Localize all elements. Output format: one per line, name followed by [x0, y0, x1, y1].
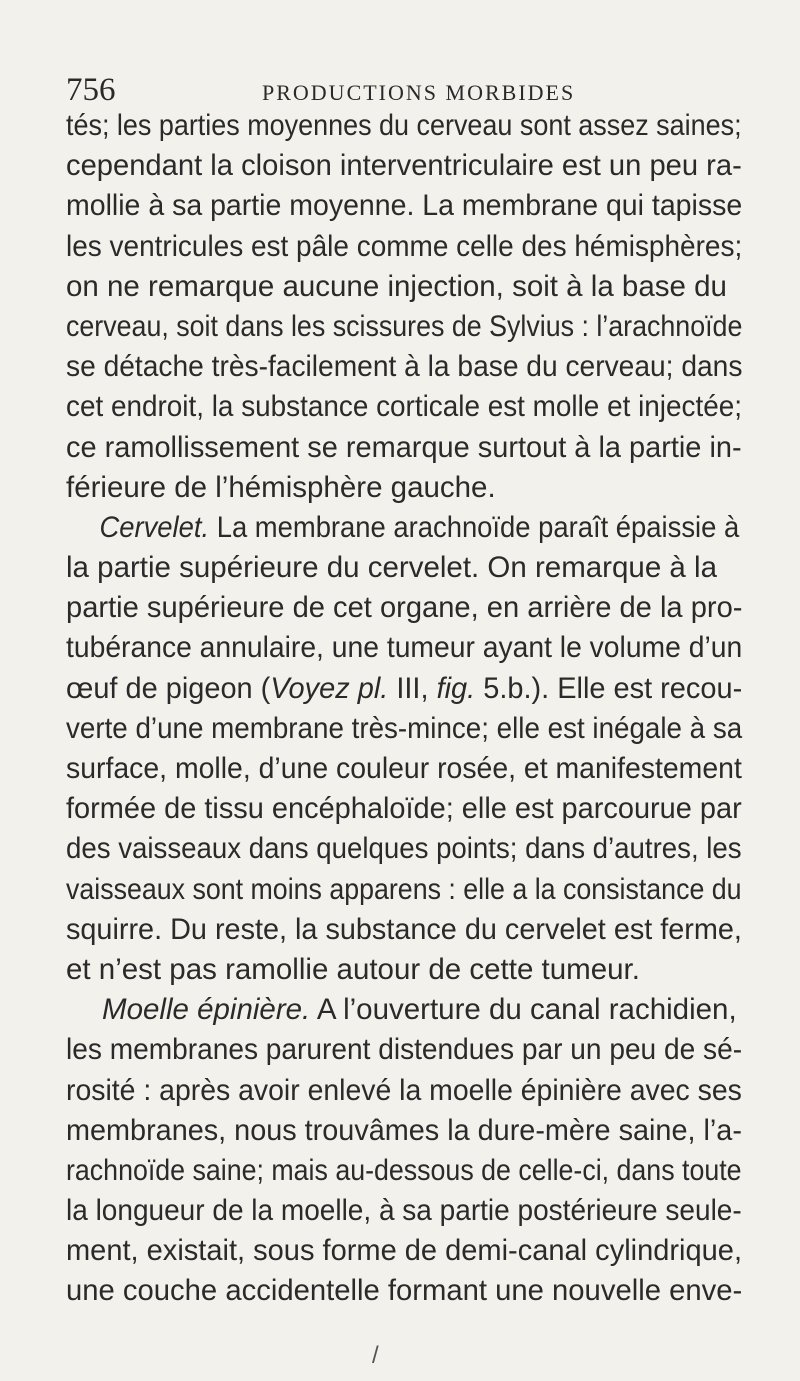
text-line: ce ramollissement se remarque surtout à la partie in-	[66, 430, 742, 464]
page-number: 756	[66, 72, 116, 108]
text-line: les ventricules est pâle comme celle des hémisphères;	[66, 229, 743, 263]
text-line: verte d’une membrane très-mince; elle est inégale à sa	[66, 711, 743, 745]
text-line: surface, molle, d’une couleur rosée, et manifestement	[66, 752, 742, 785]
text-line: la partie supérieure du cervelet. On remarque à la	[66, 551, 717, 585]
text-line: squirre. Du reste, la substance du cervelet est ferme,	[66, 912, 742, 946]
text-fragment: 5.b.). Elle est recou-	[475, 671, 743, 705]
text-fragment: La membrane arachnoïde paraît épaissie à	[209, 510, 740, 544]
text-line: tubérance annulaire, une tumeur ayant le volume d’un	[66, 631, 743, 665]
footer-mark: /	[372, 1342, 379, 1369]
text-line: cet endroit, la substance corticale est molle et injectée;	[66, 390, 742, 424]
text-fragment: III,	[388, 671, 437, 705]
text-fragment: A l’ouverture du canal rachidien,	[310, 993, 737, 1027]
paragraph-cervelet-first-line	[66, 508, 740, 548]
text-line: ment, existait, sous forme de demi-canal cylindrique,	[66, 1234, 743, 1268]
text-line: une couche accidentelle formant une nouvelle enve-	[66, 1274, 743, 1308]
text-line: on ne remarque aucune injection, soit à la base du	[66, 269, 727, 303]
text-line: rosité : après avoir enlevé la moelle épinière avec ses	[66, 1073, 742, 1107]
figure-reference: fig.	[436, 671, 476, 705]
text-line-with-reference	[66, 669, 743, 709]
text-line: cependant la cloison interventriculaire est un peu ra-	[66, 149, 742, 183]
plate-reference: Voyez pl.	[270, 671, 389, 705]
running-head: PRODUCTIONS MORBIDES	[262, 80, 576, 105]
paragraph-moelle-first-line	[66, 990, 742, 1030]
text-line: se détache très-facilement à la base du cerveau; dans	[66, 350, 743, 384]
text-fragment: œuf de pigeon (	[66, 671, 271, 705]
body-text	[66, 106, 742, 1312]
text-line: férieure de l’hémisphère gauche.	[66, 470, 496, 504]
text-line: et n’est pas ramollie autour de cette tumeur.	[66, 952, 640, 986]
text-line: mollie à sa partie moyenne. La membrane qui tapisse	[66, 189, 743, 223]
text-line: cerveau, soit dans les scissures de Sylvius : l’arachnoïde	[66, 309, 743, 343]
text-line: formée de tissu encéphaloïde; elle est parcourue par	[66, 792, 742, 826]
text-line: vaisseaux sont moins apparens : elle a la consistance du	[66, 872, 742, 906]
text-line: membranes, nous trouvâmes la dure-mère saine, l’a-	[66, 1113, 742, 1147]
text-line: tés; les parties moyennes du cerveau sont assez saines;	[66, 109, 742, 142]
section-heading-moelle: Moelle épinière.	[102, 993, 311, 1027]
text-line: des vaisseaux dans quelques points; dans d’autres, les	[66, 832, 742, 866]
text-line: la longueur de la moelle, à sa partie postérieure seule-	[66, 1194, 742, 1228]
section-heading-cervelet: Cervelet.	[99, 510, 210, 544]
text-line: partie supérieure de cet organe, en arrière de la pro-	[66, 591, 743, 625]
text-line: rachnoïde saine; mais au-dessous de celle-ci, dans toute	[66, 1153, 742, 1187]
text-line: les membranes parurent distendues par un peu de sé-	[66, 1033, 743, 1067]
